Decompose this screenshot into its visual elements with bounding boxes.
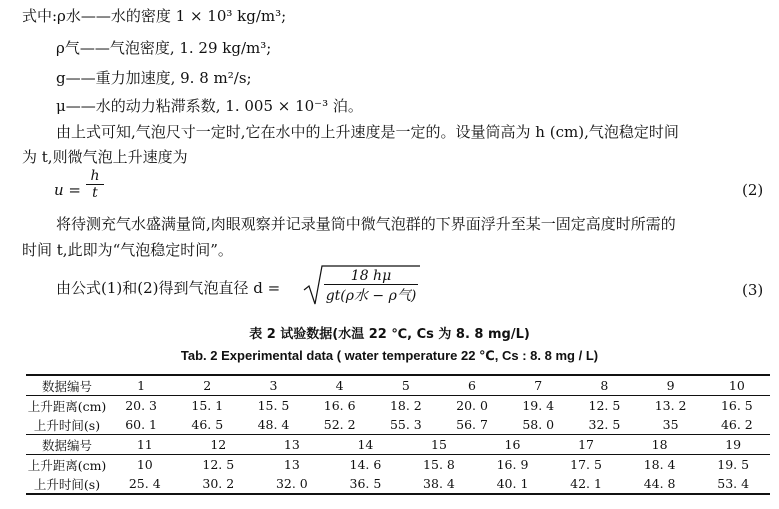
table-cell: 19. 5 xyxy=(696,455,770,475)
table-row-distance xyxy=(26,396,770,416)
table-cell: 15. 1 xyxy=(174,396,240,416)
paragraph-line-3: 将待测充气水盛满量筒,肉眼观察并记录量筒中微气泡群的下界面浮升至某一固定高度时所需的 xyxy=(56,215,676,233)
table-cell: 14 xyxy=(329,435,403,455)
table-cell: 11 xyxy=(108,435,182,455)
definition-g: g——重力加速度, 9. 8 m²/s; xyxy=(56,69,252,87)
table-row-distance xyxy=(26,455,770,475)
table-cell: 20. 0 xyxy=(439,396,505,416)
table-cell: 15 xyxy=(402,435,476,455)
table-row-time xyxy=(26,474,770,494)
row-header: 上升时间(s) xyxy=(33,417,101,433)
table-cell: 10 xyxy=(108,455,182,475)
table-cell: 3 xyxy=(240,375,306,396)
definition-rho-air: ρ气——气泡密度, 1. 29 kg/m³; xyxy=(56,39,272,57)
eq2-fraction xyxy=(86,168,104,201)
row-header: 数据编号 xyxy=(26,435,108,455)
table-cell: 13 xyxy=(255,455,329,475)
table-cell: 18 xyxy=(623,435,697,455)
table-cell: 9 xyxy=(638,375,704,396)
eq3-denominator: gt(ρ水 − ρ气) xyxy=(324,284,418,305)
data-table-block-1 xyxy=(26,374,770,434)
eq2-numerator: h xyxy=(90,168,100,184)
table-cell: 25. 4 xyxy=(108,474,182,494)
table-cell: 2 xyxy=(174,375,240,396)
table-cell: 6 xyxy=(439,375,505,396)
table-cell: 15. 8 xyxy=(402,455,476,475)
table-cell: 42. 1 xyxy=(549,474,623,494)
table-cell: 10 xyxy=(704,375,770,396)
table-cell: 18. 4 xyxy=(623,455,697,475)
table-cell: 17. 5 xyxy=(549,455,623,475)
table-cell: 38. 4 xyxy=(402,474,476,494)
table-cell: 46. 5 xyxy=(191,417,224,432)
eq3-numerator: 18 hμ xyxy=(350,268,392,284)
eq2-number: (2) xyxy=(742,181,764,199)
table-cell: 19 xyxy=(696,435,770,455)
row-header: 上升时间(s) xyxy=(26,474,108,494)
table-cell: 12 xyxy=(182,435,256,455)
table-cell: 7 xyxy=(505,375,571,396)
table-cell: 58. 0 xyxy=(522,417,555,432)
table-cell: 18. 2 xyxy=(373,396,439,416)
table-cell: 16 xyxy=(476,435,550,455)
table-cell: 32. 5 xyxy=(588,417,621,432)
row-header: 上升距离(cm) xyxy=(26,396,108,416)
table-cell: 14. 6 xyxy=(329,455,403,475)
table-cell: 12. 5 xyxy=(182,455,256,475)
eq3-number: (3) xyxy=(742,281,764,299)
table-cell: 15. 5 xyxy=(240,396,306,416)
table-cell: 13 xyxy=(255,435,329,455)
definition-mu: μ——水的动力粘滞系数, 1. 005 × 10⁻³ 泊。 xyxy=(56,97,363,115)
table-cell: 35 xyxy=(662,417,679,432)
paragraph-line-1: 由上式可知,气泡尺寸一定时,它在水中的上升速度是一定的。设量筒高为 h (cm),气泡稳定时间 xyxy=(56,123,679,141)
table-cell: 8 xyxy=(571,375,637,396)
row-header: 数据编号 xyxy=(26,375,108,396)
table-cell: 1 xyxy=(108,375,174,396)
table-cell: 32. 0 xyxy=(255,474,329,494)
table-cell: 4 xyxy=(307,375,373,396)
eq3-lead: 由公式(1)和(2)得到气泡直径 d = xyxy=(56,279,281,297)
table-cell: 46. 2 xyxy=(720,417,753,432)
table-cell: 30. 2 xyxy=(182,474,256,494)
table-cell: 48. 4 xyxy=(257,417,290,432)
definition-rho-water: 式中:ρ水——水的密度 1 × 10³ kg/m³; xyxy=(22,7,287,25)
paragraph-line-4: 时间 t,此即为“气泡稳定时间”。 xyxy=(22,241,233,259)
table-caption-en: Tab. 2 Experimental data ( water temperature 22 ℃, Cs : 8. 8 mg / L) xyxy=(180,348,599,363)
table-cell: 56. 7 xyxy=(456,417,488,432)
table-cell: 12. 5 xyxy=(571,396,637,416)
table-cell: 44. 8 xyxy=(623,474,697,494)
paragraph-line-2: 为 t,则微气泡上升速度为 xyxy=(22,148,188,166)
row-header: 上升距离(cm) xyxy=(26,455,108,475)
eq3-fraction xyxy=(324,268,418,305)
eq2-denominator: t xyxy=(86,184,104,201)
table-cell: 13. 2 xyxy=(638,396,704,416)
table-cell: 16. 6 xyxy=(307,396,373,416)
table-cell: 53. 4 xyxy=(696,474,770,494)
table-cell: 60. 1 xyxy=(125,417,157,432)
table-row-header xyxy=(26,375,770,396)
table-cell: 19. 4 xyxy=(505,396,571,416)
table-cell: 52. 2 xyxy=(323,417,356,432)
table-cell: 16. 9 xyxy=(476,455,550,475)
eq2-lhs: u = xyxy=(54,181,81,199)
data-table-block-2 xyxy=(26,434,770,495)
table-cell: 17 xyxy=(549,435,623,455)
table-row-time xyxy=(26,415,770,434)
table-cell: 5 xyxy=(373,375,439,396)
table-cell: 40. 1 xyxy=(476,474,550,494)
table-cell: 55. 3 xyxy=(389,417,422,432)
table-cell: 20. 3 xyxy=(108,396,174,416)
table-caption-cn: 表 2 试验数据(水温 22 ℃, Cs 为 8. 8 mg/L) xyxy=(249,327,530,342)
table-row-header xyxy=(26,435,770,455)
table-cell: 36. 5 xyxy=(329,474,403,494)
table-cell: 16. 5 xyxy=(704,396,770,416)
